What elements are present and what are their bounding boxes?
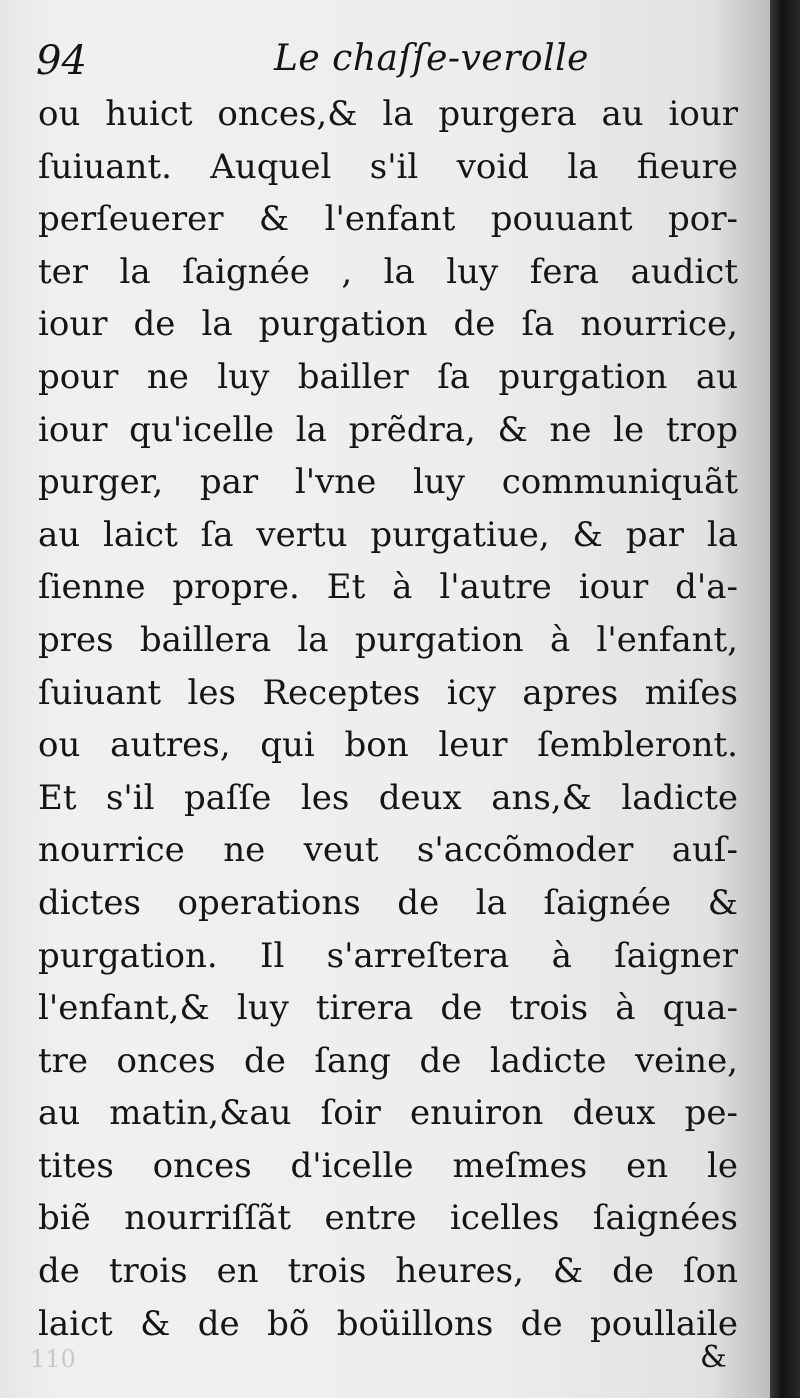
page-number: 94 (36, 38, 87, 84)
text-line: purger, par l'vne luy communiquãt (38, 462, 738, 503)
text-line: iour de la purgation de ſa nourrice, (38, 304, 738, 345)
text-line: iour qu'icelle la prẽdra, & ne le trop (38, 409, 738, 450)
text-line: l'enfant,& luy tirera de trois à qua- (38, 988, 738, 1029)
text-line: Et s'il paſſe les deux ans,& ladicte (38, 777, 738, 818)
text-line: ſienne propre. Et à l'autre iour d'a- (38, 567, 738, 608)
text-line: laict & de bõ boüillons de poullaile (38, 1303, 738, 1344)
text-line: tre onces de ſang de ladicte veine, (38, 1040, 738, 1081)
bleed-through-text: 110 (30, 1345, 76, 1373)
text-line: biẽ nourriſſãt entre icelles ſaignées (38, 1198, 738, 1239)
running-title: Le chaſſe-verolle (274, 38, 589, 79)
text-line: ter la ſaignée , la luy fera audict (38, 251, 738, 292)
text-line: ou autres, qui bon leur ſembleront. (38, 725, 738, 766)
text-line: dictes operations de la ſaignée & (38, 882, 738, 923)
page-header (36, 30, 736, 90)
text-line: ſuiuant les Receptes icy apres miſes (38, 672, 738, 713)
text-body (38, 88, 738, 1350)
text-line: au matin,&au ſoir enuiron deux pe- (38, 1093, 738, 1134)
text-line: au laict ſa vertu purgatiue, & par la (38, 514, 738, 555)
text-line: perſeuerer & l'enfant pouuant por- (38, 199, 738, 240)
text-line: purgation. Il s'arreſtera à ſaigner (38, 935, 738, 976)
text-line: ſuiuant. Auquel s'il void la fieure (38, 146, 738, 187)
text-line: tites onces d'icelle meſmes en le (38, 1145, 738, 1186)
catchword: & (700, 1340, 727, 1375)
page-edge-shadow (770, 0, 800, 1398)
text-line: pour ne luy bailler ſa purgation au (38, 356, 738, 397)
text-line: de trois en trois heures, & de ſon (38, 1251, 738, 1292)
text-line: pres baillera la purgation à l'enfant, (38, 619, 738, 660)
text-line: ou huict onces,& la purgera au iour (38, 94, 738, 134)
text-line: nourrice ne veut s'accõmoder auſ- (38, 830, 738, 871)
